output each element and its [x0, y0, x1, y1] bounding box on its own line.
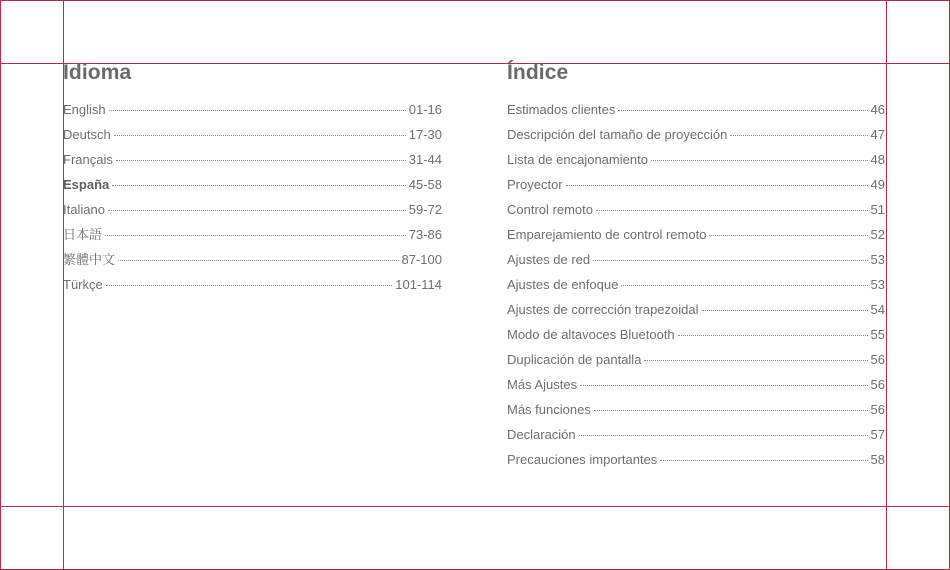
dot-leader	[678, 334, 868, 336]
index-entry[interactable]	[507, 250, 885, 275]
toc-entry-label: Deutsch	[63, 127, 111, 142]
index-entry[interactable]	[507, 450, 885, 475]
toc-entry-page: 53	[870, 252, 885, 267]
dot-leader	[702, 309, 868, 311]
toc-entry-label: Modo de altavoces Bluetooth	[507, 327, 675, 342]
toc-entry-page: 58	[870, 452, 885, 467]
index-entry[interactable]	[507, 375, 885, 400]
toc-entry-page: 51	[870, 202, 885, 217]
toc-entry-page: 87-100	[401, 252, 442, 267]
toc-entry-page: 54	[870, 302, 885, 317]
toc-entry-label: Türkçe	[63, 277, 103, 292]
toc-entry-label: Estimados clientes	[507, 102, 616, 117]
toc-entry-label: Control remoto	[507, 202, 593, 217]
toc-entry-page: 45-58	[408, 177, 442, 192]
index-entry[interactable]	[507, 425, 885, 450]
toc-entry-label: Más funciones	[507, 402, 591, 417]
toc-entry-page: 59-72	[408, 202, 442, 217]
guide-line-bottom	[0, 506, 950, 507]
toc-entry-page: 01-16	[408, 102, 442, 117]
toc-entry-label: Descripción del tamaño de proyección	[507, 127, 728, 142]
toc-entry-label: Ajustes de enfoque	[507, 277, 619, 292]
dot-leader	[709, 234, 867, 236]
toc-entry-page: 73-86	[408, 227, 442, 242]
language-entry[interactable]	[63, 175, 442, 200]
language-section	[63, 60, 442, 292]
language-entry[interactable]	[63, 225, 442, 250]
dot-leader	[730, 134, 867, 136]
language-entry[interactable]	[63, 150, 442, 175]
language-entry[interactable]	[63, 250, 442, 275]
toc-entry-label: Emparejamiento de control remoto	[507, 227, 707, 242]
index-entry[interactable]	[507, 275, 885, 300]
toc-entry-label: Français	[63, 152, 113, 167]
toc-entry-page: 101-114	[395, 277, 442, 292]
toc-entry-label: España	[63, 177, 110, 192]
toc-entry-label: Ajustes de red	[507, 252, 591, 267]
toc-entry-label: Más Ajustes	[507, 377, 578, 392]
dot-leader	[660, 459, 867, 461]
toc-entry-page: 56	[870, 377, 885, 392]
language-entry[interactable]	[63, 275, 442, 300]
toc-entry-page: 53	[870, 277, 885, 292]
toc-entry-page: 48	[870, 152, 885, 167]
index-entry[interactable]	[507, 175, 885, 200]
toc-entry-page: 56	[870, 352, 885, 367]
toc-entry-page: 57	[870, 427, 885, 442]
language-list	[63, 100, 442, 300]
dot-leader	[593, 259, 867, 261]
index-list	[507, 100, 885, 475]
toc-entry-page: 31-44	[408, 152, 442, 167]
page-border-left	[0, 0, 1, 570]
toc-entry-label: 繁體中文	[63, 252, 116, 267]
dot-leader	[621, 284, 867, 286]
dot-leader	[109, 109, 406, 111]
toc-entry-label: Ajustes de corrección trapezoidal	[507, 302, 699, 317]
toc-entry-label: Declaración	[507, 427, 576, 442]
index-entry[interactable]	[507, 325, 885, 350]
dot-leader	[108, 209, 406, 211]
index-entry[interactable]	[507, 400, 885, 425]
index-heading: Índice	[507, 61, 569, 84]
toc-entry-label: English	[63, 102, 106, 117]
dot-leader	[618, 109, 867, 111]
language-heading: Idioma	[63, 61, 132, 84]
dot-leader	[580, 384, 867, 386]
toc-entry-page: 47	[870, 127, 885, 142]
guide-line-right	[886, 0, 887, 570]
toc-entry-label: 日本語	[63, 227, 103, 242]
toc-entry-label: Italiano	[63, 202, 105, 217]
index-entry[interactable]	[507, 125, 885, 150]
language-entry[interactable]	[63, 200, 442, 225]
dot-leader	[116, 159, 406, 161]
index-entry[interactable]	[507, 150, 885, 175]
toc-entry-page: 56	[870, 402, 885, 417]
dot-leader	[105, 234, 406, 236]
toc-entry-page: 52	[870, 227, 885, 242]
dot-leader	[644, 359, 867, 361]
language-entry[interactable]	[63, 100, 442, 125]
dot-leader	[566, 184, 868, 186]
index-entry[interactable]	[507, 300, 885, 325]
toc-entry-label: Precauciones importantes	[507, 452, 658, 467]
toc-entry-page: 49	[870, 177, 885, 192]
dot-leader	[118, 259, 399, 261]
index-section	[507, 60, 885, 467]
toc-entry-page: 46	[870, 102, 885, 117]
toc-entry-page: 55	[870, 327, 885, 342]
dot-leader	[596, 209, 868, 211]
index-entry[interactable]	[507, 200, 885, 225]
dot-leader	[112, 184, 406, 186]
dot-leader	[114, 134, 406, 136]
index-entry[interactable]	[507, 225, 885, 250]
toc-entry-label: Duplicación de pantalla	[507, 352, 642, 367]
dot-leader	[579, 434, 868, 436]
toc-entry-label: Lista de encajonamiento	[507, 152, 648, 167]
index-entry[interactable]	[507, 100, 885, 125]
page-border-top	[0, 0, 950, 1]
language-entry[interactable]	[63, 125, 442, 150]
dot-leader	[594, 409, 868, 411]
dot-leader	[651, 159, 868, 161]
toc-entry-label: Proyector	[507, 177, 563, 192]
toc-entry-page: 17-30	[408, 127, 442, 142]
index-entry[interactable]	[507, 350, 885, 375]
dot-leader	[106, 284, 393, 286]
